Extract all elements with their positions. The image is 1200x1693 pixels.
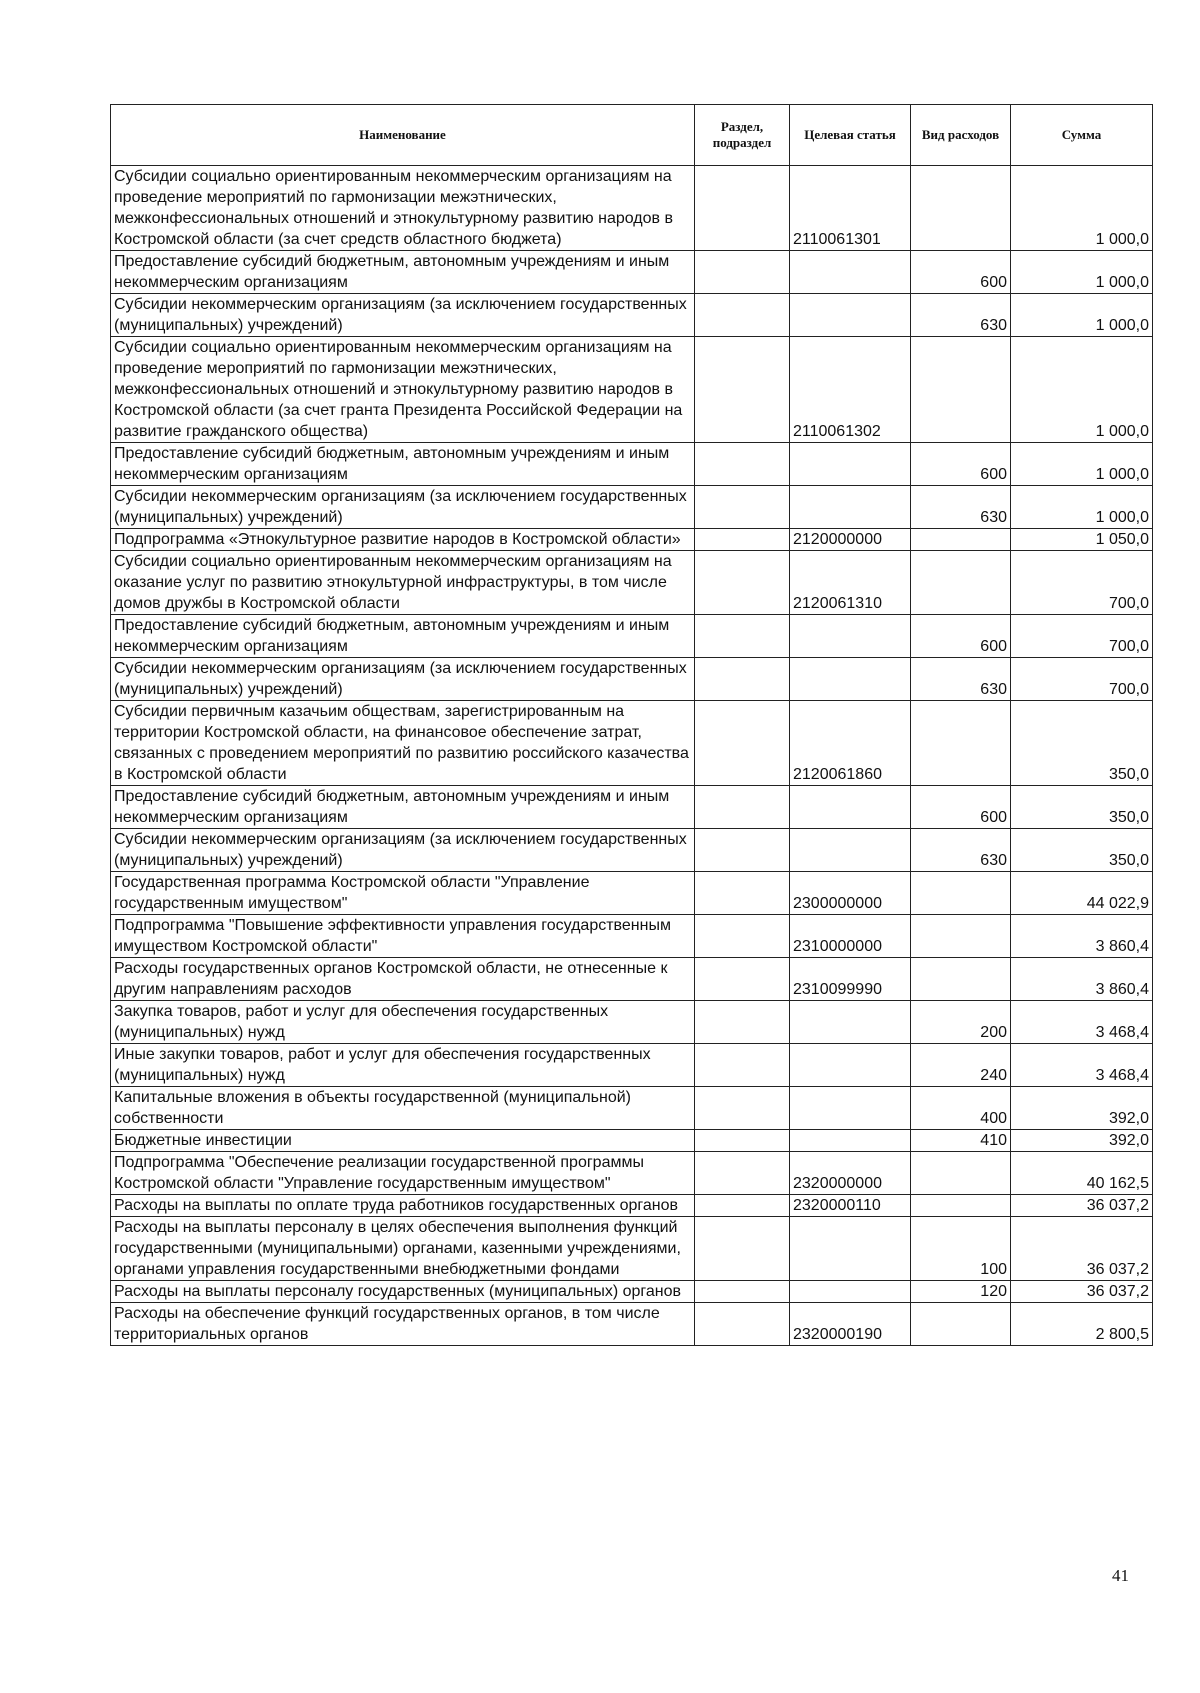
- cell-name: Предоставление субсидий бюджетным, автономным учреждениям и иным некоммерческим организациям: [111, 443, 695, 486]
- table-row: [111, 251, 1153, 294]
- cell-section: [695, 1195, 790, 1217]
- cell-kind: [911, 915, 1011, 958]
- cell-section: [695, 1303, 790, 1346]
- cell-kind: 100: [911, 1217, 1011, 1281]
- cell-target: [790, 1044, 911, 1087]
- cell-name: Расходы на выплаты персоналу государственных (муниципальных) органов: [111, 1281, 695, 1303]
- table-row: [111, 958, 1153, 1001]
- cell-sum: 36 037,2: [1011, 1195, 1153, 1217]
- cell-kind: [911, 551, 1011, 615]
- cell-section: [695, 166, 790, 251]
- budget-table: [110, 104, 1153, 1346]
- cell-target: [790, 294, 911, 337]
- cell-kind: [911, 958, 1011, 1001]
- cell-kind: [911, 1152, 1011, 1195]
- cell-sum: 3 860,4: [1011, 915, 1153, 958]
- cell-name: Подпрограмма «Этнокультурное развитие народов в Костромской области»: [111, 529, 695, 551]
- cell-section: [695, 529, 790, 551]
- cell-target: 2310099990: [790, 958, 911, 1001]
- table-row: [111, 337, 1153, 443]
- cell-name: Субсидии социально ориентированным некоммерческим организациям на проведение мероприятий по гармонизации межэтнических, межконфессиональных отношений и этнокультурному развитию народов в Костромской области (за счет гранта Президента Российской Федерации на развитие гражданского общества): [111, 337, 695, 443]
- cell-kind: 400: [911, 1087, 1011, 1130]
- cell-kind: [911, 701, 1011, 786]
- cell-name: Субсидии некоммерческим организациям (за исключением государственных (муниципальных) учреждений): [111, 829, 695, 872]
- cell-target: [790, 829, 911, 872]
- cell-sum: 3 860,4: [1011, 958, 1153, 1001]
- cell-section: [695, 872, 790, 915]
- cell-kind: 600: [911, 615, 1011, 658]
- cell-target: 2320000110: [790, 1195, 911, 1217]
- cell-name: Расходы на обеспечение функций государственных органов, в том числе территориальных органов: [111, 1303, 695, 1346]
- table-header-row: [111, 105, 1153, 166]
- header-kind: Вид расходов: [911, 105, 1011, 166]
- cell-section: [695, 443, 790, 486]
- cell-name: Предоставление субсидий бюджетным, автономным учреждениям и иным некоммерческим организациям: [111, 786, 695, 829]
- table-row: [111, 443, 1153, 486]
- cell-section: [695, 1044, 790, 1087]
- cell-name: Расходы на выплаты персоналу в целях обеспечения выполнения функций государственными (муниципальными) органами, казенными учреждениями, органами управления государственными внебюджетными фондами: [111, 1217, 695, 1281]
- table-row: [111, 529, 1153, 551]
- cell-sum: 1 000,0: [1011, 337, 1153, 443]
- table-row: [111, 658, 1153, 701]
- cell-name: Субсидии некоммерческим организациям (за исключением государственных (муниципальных) учреждений): [111, 486, 695, 529]
- cell-sum: 1 000,0: [1011, 294, 1153, 337]
- cell-kind: [911, 872, 1011, 915]
- table-row: [111, 1130, 1153, 1152]
- cell-section: [695, 786, 790, 829]
- cell-sum: 1 000,0: [1011, 443, 1153, 486]
- cell-target: [790, 1130, 911, 1152]
- cell-kind: 200: [911, 1001, 1011, 1044]
- cell-target: [790, 1281, 911, 1303]
- cell-section: [695, 1130, 790, 1152]
- cell-sum: 1 000,0: [1011, 251, 1153, 294]
- cell-name: Бюджетные инвестиции: [111, 1130, 695, 1152]
- table-row: [111, 615, 1153, 658]
- cell-name: Подпрограмма "Повышение эффективности управления государственным имуществом Костромской области": [111, 915, 695, 958]
- cell-name: Подпрограмма "Обеспечение реализации государственной программы Костромской области "Управление государственным имуществом": [111, 1152, 695, 1195]
- cell-sum: 40 162,5: [1011, 1152, 1153, 1195]
- cell-sum: 350,0: [1011, 829, 1153, 872]
- cell-name: Расходы государственных органов Костромской области, не отнесенные к другим направлениям расходов: [111, 958, 695, 1001]
- cell-name: Субсидии социально ориентированным некоммерческим организациям на оказание услуг по развитию этнокультурной инфраструктуры, в том числе домов дружбы в Костромской области: [111, 551, 695, 615]
- table-row: [111, 829, 1153, 872]
- cell-sum: 350,0: [1011, 786, 1153, 829]
- cell-name: Предоставление субсидий бюджетным, автономным учреждениям и иным некоммерческим организациям: [111, 615, 695, 658]
- table-row: [111, 486, 1153, 529]
- table-row: [111, 294, 1153, 337]
- cell-sum: 44 022,9: [1011, 872, 1153, 915]
- cell-target: [790, 443, 911, 486]
- table-row: [111, 1044, 1153, 1087]
- cell-target: 2120061310: [790, 551, 911, 615]
- cell-sum: 1 050,0: [1011, 529, 1153, 551]
- cell-kind: [911, 166, 1011, 251]
- cell-target: [790, 786, 911, 829]
- cell-section: [695, 1217, 790, 1281]
- cell-name: Расходы на выплаты по оплате труда работников государственных органов: [111, 1195, 695, 1217]
- cell-target: [790, 486, 911, 529]
- cell-target: [790, 1087, 911, 1130]
- cell-sum: 700,0: [1011, 658, 1153, 701]
- table-row: [111, 1217, 1153, 1281]
- cell-name: Субсидии первичным казачьим обществам, зарегистрированным на территории Костромской области, на финансовое обеспечение затрат, связанных с проведением мероприятий по развитию российского казачества в Костромской области: [111, 701, 695, 786]
- page-number: 41: [1112, 1566, 1129, 1585]
- cell-target: [790, 1001, 911, 1044]
- cell-sum: 1 000,0: [1011, 486, 1153, 529]
- cell-target: 2120000000: [790, 529, 911, 551]
- cell-name: Закупка товаров, работ и услуг для обеспечения государственных (муниципальных) нужд: [111, 1001, 695, 1044]
- cell-section: [695, 337, 790, 443]
- cell-section: [695, 486, 790, 529]
- cell-name: Субсидии некоммерческим организациям (за исключением государственных (муниципальных) учреждений): [111, 658, 695, 701]
- cell-name: Капитальные вложения в объекты государственной (муниципальной) собственности: [111, 1087, 695, 1130]
- cell-kind: 600: [911, 251, 1011, 294]
- cell-target: 2310000000: [790, 915, 911, 958]
- cell-target: [790, 1217, 911, 1281]
- cell-section: [695, 1152, 790, 1195]
- cell-section: [695, 658, 790, 701]
- header-sum: Сумма: [1011, 105, 1153, 166]
- cell-sum: 36 037,2: [1011, 1281, 1153, 1303]
- cell-kind: 630: [911, 486, 1011, 529]
- cell-section: [695, 251, 790, 294]
- table-row: [111, 701, 1153, 786]
- cell-sum: 700,0: [1011, 551, 1153, 615]
- cell-kind: 410: [911, 1130, 1011, 1152]
- cell-name: Предоставление субсидий бюджетным, автономным учреждениям и иным некоммерческим организациям: [111, 251, 695, 294]
- cell-sum: 2 800,5: [1011, 1303, 1153, 1346]
- table-row: [111, 1281, 1153, 1303]
- cell-section: [695, 1281, 790, 1303]
- cell-kind: 630: [911, 294, 1011, 337]
- table-body: [111, 166, 1153, 1346]
- cell-target: 2110061301: [790, 166, 911, 251]
- cell-name: Государственная программа Костромской области "Управление государственным имуществом": [111, 872, 695, 915]
- cell-section: [695, 294, 790, 337]
- cell-target: [790, 251, 911, 294]
- cell-target: 2300000000: [790, 872, 911, 915]
- cell-sum: 3 468,4: [1011, 1044, 1153, 1087]
- cell-target: [790, 615, 911, 658]
- cell-sum: 392,0: [1011, 1087, 1153, 1130]
- cell-target: 2320000000: [790, 1152, 911, 1195]
- cell-sum: 350,0: [1011, 701, 1153, 786]
- cell-kind: [911, 529, 1011, 551]
- cell-section: [695, 829, 790, 872]
- cell-kind: [911, 1303, 1011, 1346]
- cell-sum: 700,0: [1011, 615, 1153, 658]
- table-row: [111, 1303, 1153, 1346]
- header-section: Раздел, подраздел: [695, 105, 790, 166]
- cell-sum: 392,0: [1011, 1130, 1153, 1152]
- cell-name: Субсидии социально ориентированным некоммерческим организациям на проведение мероприятий по гармонизации межэтнических, межконфессиональных отношений и этнокультурному развитию народов в Костромской области (за счет средств областного бюджета): [111, 166, 695, 251]
- cell-section: [695, 958, 790, 1001]
- table-row: [111, 1152, 1153, 1195]
- cell-kind: 600: [911, 786, 1011, 829]
- header-name: Наименование: [111, 105, 695, 166]
- table-row: [111, 872, 1153, 915]
- cell-sum: 1 000,0: [1011, 166, 1153, 251]
- cell-kind: 630: [911, 829, 1011, 872]
- cell-target: 2110061302: [790, 337, 911, 443]
- cell-kind: [911, 337, 1011, 443]
- cell-kind: [911, 1195, 1011, 1217]
- cell-target: 2120061860: [790, 701, 911, 786]
- table-row: [111, 786, 1153, 829]
- table-row: [111, 551, 1153, 615]
- cell-kind: 630: [911, 658, 1011, 701]
- table-row: [111, 1001, 1153, 1044]
- table-row: [111, 1195, 1153, 1217]
- cell-sum: 3 468,4: [1011, 1001, 1153, 1044]
- cell-sum: 36 037,2: [1011, 1217, 1153, 1281]
- cell-name: Иные закупки товаров, работ и услуг для обеспечения государственных (муниципальных) нужд: [111, 1044, 695, 1087]
- cell-section: [695, 615, 790, 658]
- cell-name: Субсидии некоммерческим организациям (за исключением государственных (муниципальных) учреждений): [111, 294, 695, 337]
- cell-section: [695, 1087, 790, 1130]
- cell-kind: 240: [911, 1044, 1011, 1087]
- table-row: [111, 1087, 1153, 1130]
- table-row: [111, 915, 1153, 958]
- header-target: Целевая статья: [790, 105, 911, 166]
- cell-section: [695, 915, 790, 958]
- cell-kind: 600: [911, 443, 1011, 486]
- cell-section: [695, 551, 790, 615]
- table-row: [111, 166, 1153, 251]
- cell-section: [695, 701, 790, 786]
- cell-target: [790, 658, 911, 701]
- cell-target: 2320000190: [790, 1303, 911, 1346]
- cell-kind: 120: [911, 1281, 1011, 1303]
- cell-section: [695, 1001, 790, 1044]
